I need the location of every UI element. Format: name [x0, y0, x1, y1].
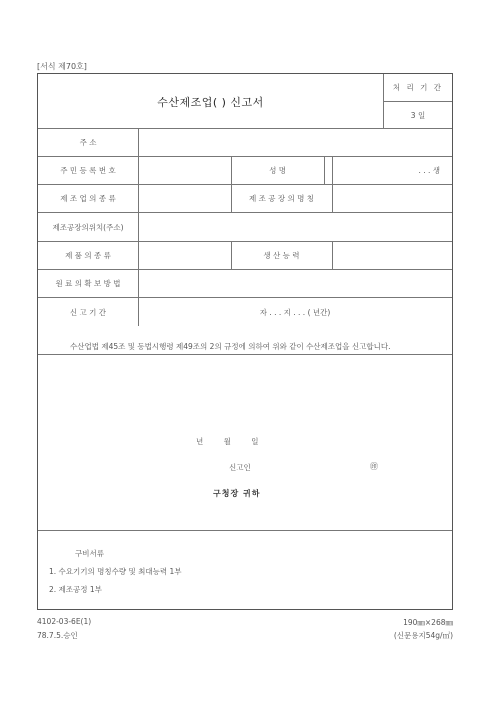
addressee: 구청장 귀하 — [213, 489, 261, 498]
raw-material-row — [38, 270, 452, 298]
capacity-label: 생 산 능 력 — [263, 251, 300, 260]
address-field[interactable] — [138, 129, 452, 156]
address-row — [38, 129, 452, 157]
resident-number-label: 주 민 등 록 번 호 — [60, 166, 116, 175]
product-type-field[interactable] — [138, 242, 231, 269]
seal-mark[interactable]: ㊞ — [370, 462, 378, 471]
address-label: 주 소 — [79, 138, 97, 147]
form-title: 수산제조업( ) 신고서 — [157, 95, 264, 109]
raw-material-field[interactable] — [138, 270, 452, 297]
business-type-field[interactable] — [138, 185, 231, 212]
birth-date-field[interactable]: . . . 생 — [418, 166, 440, 175]
factory-name-field[interactable] — [332, 185, 452, 212]
raw-material-label: 원 료 의 확 보 방 법 — [55, 279, 121, 288]
business-type-label: 제 조 업 의 종 류 — [60, 194, 116, 203]
capacity-field[interactable] — [332, 242, 452, 269]
applicant-label: 신고인 — [229, 463, 251, 472]
declaration-statement: 수산업법 제45조 및 동법시행령 제49조의 2의 규정에 의하여 위와 같이 수산제조업을 신고합니다. — [70, 342, 391, 351]
required-document-item: 1. 수요기기의 명칭수량 및 최대능력 1부 — [49, 567, 182, 576]
factory-location-row — [38, 213, 452, 242]
business-type-row — [38, 185, 452, 213]
factory-location-label: 제조공장의위치(주소) — [52, 222, 124, 232]
period-field[interactable]: 자 . . . 지 . . . ( 년간) — [259, 307, 331, 317]
paper-type: (신문용지54g/㎡) — [393, 631, 453, 640]
date-line[interactable]: 년 월 일 — [196, 437, 259, 446]
resident-number-field[interactable] — [138, 157, 231, 184]
form-number: [서식 제70호] — [37, 62, 87, 71]
required-document-item: 2. 제조공정 1부 — [49, 585, 102, 594]
product-type-label: 제 품 의 종 류 — [65, 251, 111, 260]
product-type-row — [38, 242, 452, 270]
declaration-area — [38, 329, 452, 531]
period-label: 신 고 기 간 — [69, 307, 107, 317]
processing-period-label: 처 리 기 간 — [384, 74, 452, 102]
approval-date: 78.7.5.승인 — [37, 631, 78, 640]
processing-period-value: 3 일 — [410, 111, 426, 120]
name-label: 성 명 — [269, 166, 286, 175]
form-code: 4102-03-6E(1) — [37, 617, 92, 626]
processing-period-box — [383, 74, 452, 129]
required-documents-title: 구비서류 — [75, 549, 104, 558]
report-form — [37, 73, 453, 610]
title-row — [38, 74, 452, 129]
factory-name-label: 제 조 공 장 의 명 칭 — [248, 194, 315, 203]
factory-location-field[interactable] — [138, 213, 452, 241]
name-field[interactable] — [324, 157, 332, 184]
resident-row — [38, 157, 452, 185]
paper-size: 190㎜×268㎜ — [403, 618, 453, 627]
